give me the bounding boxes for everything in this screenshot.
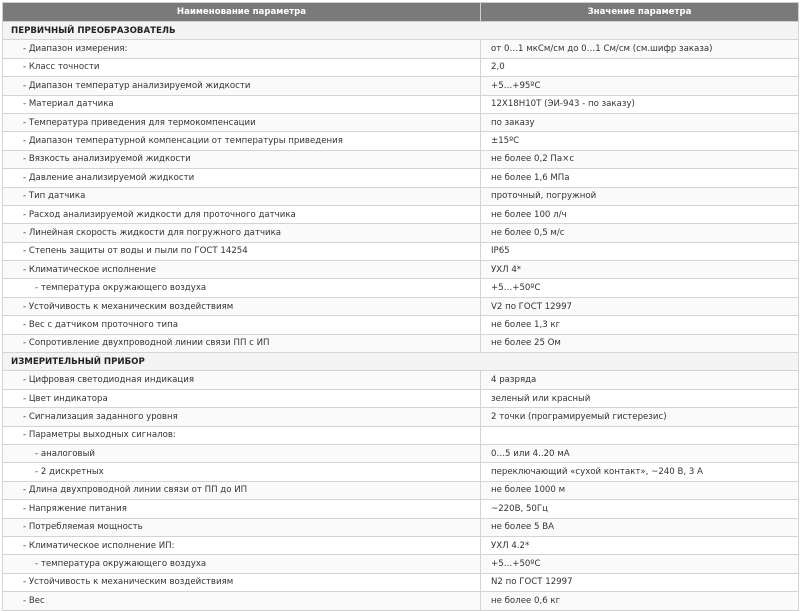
table-row <box>3 592 799 610</box>
parameter-value: 0…5 или 4..20 мА <box>481 444 799 462</box>
table-row <box>3 95 799 113</box>
parameter-name: - Вес <box>3 592 481 610</box>
table-row <box>3 242 799 260</box>
parameter-value: от 0…1 мкСм/см до 0…1 См/см (см.шифр заказа) <box>481 40 799 58</box>
parameter-value: не более 25 Ом <box>481 334 799 352</box>
parameter-name: - температура окружающего воздуха <box>3 555 481 573</box>
table-row <box>3 187 799 205</box>
parameter-name: - Диапазон температур анализируемой жидкости <box>3 77 481 95</box>
parameter-value: N2 по ГОСТ 12997 <box>481 573 799 591</box>
section-header-row <box>3 353 799 371</box>
parameter-value: УХЛ 4.2* <box>481 536 799 554</box>
table-row <box>3 279 799 297</box>
parameter-value: 12Х18Н10Т (ЭИ-943 - по заказу) <box>481 95 799 113</box>
parameter-name: - Климатическое исполнение ИП: <box>3 536 481 554</box>
parameter-value: +5…+95ºC <box>481 77 799 95</box>
parameter-name: - 2 дискретных <box>3 463 481 481</box>
table-row <box>3 334 799 352</box>
parameter-name: - Линейная скорость жидкости для погружного датчика <box>3 224 481 242</box>
parameter-value: не более 0,5 м/с <box>481 224 799 242</box>
parameter-value: УХЛ 4* <box>481 261 799 279</box>
parameter-value: +5…+50ºC <box>481 279 799 297</box>
table-body <box>3 22 799 611</box>
parameter-name: - Степень защиты от воды и пыли по ГОСТ 14254 <box>3 242 481 260</box>
parameter-name: - Устойчивость к механическим воздействиям <box>3 573 481 591</box>
table-row <box>3 371 799 389</box>
parameter-value: 2,0 <box>481 58 799 76</box>
section-header-row <box>3 22 799 40</box>
parameter-value: не более 1000 м <box>481 481 799 499</box>
parameter-name: - Диапазон температурной компенсации от температуры приведения <box>3 132 481 150</box>
parameter-value: не более 100 л/ч <box>481 205 799 223</box>
parameter-name: - температура окружающего воздуха <box>3 279 481 297</box>
parameter-name: - Вязкость анализируемой жидкости <box>3 150 481 168</box>
parameter-name: - Цвет индикатора <box>3 389 481 407</box>
parameter-name: - Диапазон измерения: <box>3 40 481 58</box>
section-title: ИЗМЕРИТЕЛЬНЫЙ ПРИБОР <box>3 353 799 371</box>
parameter-value: проточный, погружной <box>481 187 799 205</box>
parameter-name: - Сигнализация заданного уровня <box>3 408 481 426</box>
header-parameter-name: Наименование параметра <box>3 3 481 22</box>
table-row <box>3 40 799 58</box>
table-row <box>3 113 799 131</box>
table-row <box>3 205 799 223</box>
table-row <box>3 297 799 315</box>
parameter-name: - Температура приведения для термокомпенсации <box>3 113 481 131</box>
parameter-value: по заказу <box>481 113 799 131</box>
parameter-value <box>481 426 799 444</box>
table-row <box>3 500 799 518</box>
parameter-value: IP65 <box>481 242 799 260</box>
parameter-value: не более 1,3 кг <box>481 316 799 334</box>
table-row <box>3 316 799 334</box>
header-parameter-value: Значение параметра <box>481 3 799 22</box>
table-header-row <box>3 3 799 22</box>
parameter-value: не более 1,6 МПа <box>481 169 799 187</box>
parameter-name: - аналоговый <box>3 444 481 462</box>
table-row <box>3 573 799 591</box>
table-row <box>3 481 799 499</box>
parameter-name: - Устойчивость к механическим воздействиям <box>3 297 481 315</box>
table-row <box>3 224 799 242</box>
table-row <box>3 408 799 426</box>
parameter-name: - Сопротивление двухпроводной линии связи ПП с ИП <box>3 334 481 352</box>
parameter-value: зеленый или красный <box>481 389 799 407</box>
parameter-name: - Тип датчика <box>3 187 481 205</box>
parameter-name: - Потребляемая мощность <box>3 518 481 536</box>
parameter-name: - Параметры выходных сигналов: <box>3 426 481 444</box>
parameter-name: - Напряжение питания <box>3 500 481 518</box>
parameter-name: - Расход анализируемой жидкости для проточного датчика <box>3 205 481 223</box>
table-row <box>3 555 799 573</box>
table-row <box>3 444 799 462</box>
table-row <box>3 58 799 76</box>
parameter-name: - Цифровая светодиодная индикация <box>3 371 481 389</box>
parameters-table <box>2 2 799 611</box>
parameter-value: переключающий «сухой контакт», ~240 В, 3 А <box>481 463 799 481</box>
parameter-value: ±15ºC <box>481 132 799 150</box>
parameter-value: не более 0,6 кг <box>481 592 799 610</box>
table-row <box>3 261 799 279</box>
parameter-name: - Вес с датчиком проточного типа <box>3 316 481 334</box>
parameter-name: - Длина двухпроводной линии связи от ПП до ИП <box>3 481 481 499</box>
section-title: ПЕРВИЧНЫЙ ПРЕОБРАЗОВАТЕЛЬ <box>3 22 799 40</box>
table-row <box>3 536 799 554</box>
table-row <box>3 150 799 168</box>
parameter-value: не более 0,2 Па×с <box>481 150 799 168</box>
parameter-name: - Климатическое исполнение <box>3 261 481 279</box>
parameter-value: 2 точки (програмируемый гистерезис) <box>481 408 799 426</box>
parameter-name: - Класс точности <box>3 58 481 76</box>
parameter-value: ~220В, 50Гц <box>481 500 799 518</box>
table-row <box>3 77 799 95</box>
table-row <box>3 518 799 536</box>
parameter-name: - Давление анализируемой жидкости <box>3 169 481 187</box>
table-row <box>3 426 799 444</box>
table-row <box>3 463 799 481</box>
table-row <box>3 389 799 407</box>
parameter-value: V2 по ГОСТ 12997 <box>481 297 799 315</box>
parameter-value: не более 5 ВА <box>481 518 799 536</box>
parameter-name: - Материал датчика <box>3 95 481 113</box>
table-row <box>3 132 799 150</box>
parameter-value: +5…+50ºC <box>481 555 799 573</box>
table-row <box>3 169 799 187</box>
parameter-value: 4 разряда <box>481 371 799 389</box>
